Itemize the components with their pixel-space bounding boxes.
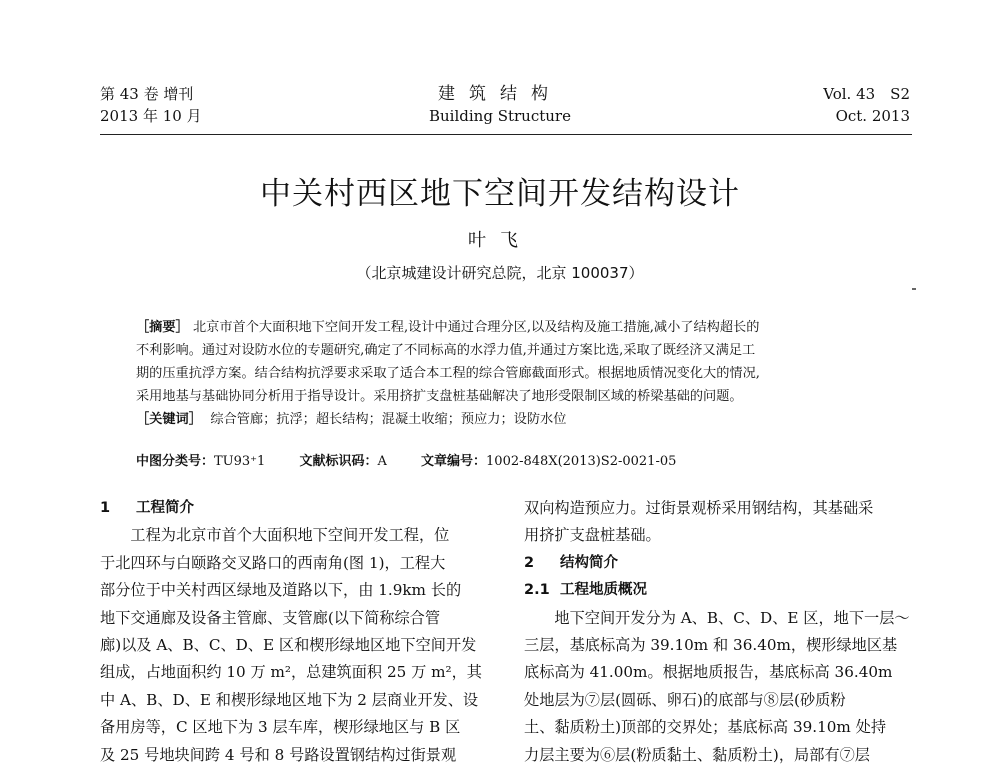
- section-2-heading: [524, 550, 912, 577]
- abstract-line: 采用地基与基础协同分析用于指导设计。采用挤扩支盘桩基础解决了地形受限制区域的桥梁基础的问题。: [136, 389, 743, 404]
- right-column: [524, 495, 912, 769]
- journal-date-en: Oct. 2013: [835, 107, 910, 125]
- journal-volume-info: [100, 83, 202, 127]
- keywords-label: ［关键词］: [136, 412, 202, 427]
- journal-volume-info-en: [823, 83, 910, 127]
- abstract: [136, 316, 876, 431]
- doc-code-label: 文献标识码：: [299, 454, 378, 469]
- journal-volume-en: Vol. 43 S2: [823, 85, 910, 103]
- section-number: 2: [524, 554, 535, 571]
- body-line: 地下交通廊及设备主管廊、支管廊(以下简称综合管: [100, 608, 441, 627]
- abstract-line: 不利影响。通过对设防水位的专题研究,确定了不同标高的水浮力值,并通过方案比选,采取了既经济又满足工: [136, 343, 756, 358]
- left-column: [100, 495, 488, 769]
- article-title: 中关村西区地下空间开发结构设计: [260, 176, 740, 212]
- journal-date: 2013 年 10 月: [100, 107, 202, 125]
- keywords-line: [136, 408, 876, 431]
- classification-line: [136, 450, 676, 469]
- abstract-label: ［摘要］: [136, 320, 189, 335]
- abstract-line: 期的压重抗浮方案。结合结构抗浮要求采取了适合本工程的综合管廊截面形式。根据地质情况变化大的情况,: [136, 366, 761, 381]
- article-number-value: 1002-848X(2013)S2-0021-05: [486, 454, 677, 469]
- body-line: 于北四环与白颐路交叉路口的西南角(图 1)，工程大: [100, 553, 446, 572]
- body-line: 土、黏质粉土)顶部的交界处；基底标高 39.10m 处持: [524, 718, 887, 737]
- article-number-label: 文章编号：: [421, 454, 487, 469]
- section-number: 2.1: [524, 582, 550, 599]
- body-line: 及 25 号地块间跨 4 号和 8 号路设置钢结构过街景观: [100, 745, 457, 764]
- section-1-heading: [100, 495, 488, 522]
- section-number: 1: [100, 500, 111, 516]
- section-2-1-heading: [524, 577, 912, 604]
- body-line: 底标高为 41.00m。根据地质报告，基底标高 36.40m: [524, 663, 893, 682]
- body-line: 组成，占地面积约 10 万 m²，总建筑面积 25 万 m²，其: [100, 663, 482, 682]
- header-rule: [100, 134, 912, 135]
- body-line: 用挤扩支盘桩基础。: [524, 526, 661, 545]
- section-title: 结构简介: [560, 554, 618, 571]
- scan-speck: [912, 288, 916, 290]
- keywords-text: 综合管廊；抗浮；超长结构；混凝土收缩；预应力；设防水位: [210, 412, 567, 427]
- journal-volume: 第 43 卷 增刊: [100, 85, 194, 103]
- body-line: 中 A、B、D、E 和楔形绿地区地下为 2 层商业开发、设: [100, 690, 479, 709]
- body-line: 备用房等，C 区地下为 3 层车库，楔形绿地区与 B 区: [100, 718, 461, 737]
- body-line: 廊)以及 A、B、C、D、E 区和楔形绿地区地下空间开发: [100, 636, 477, 655]
- doc-code-value: A: [377, 454, 387, 469]
- clc-value: TU93⁺1: [214, 454, 266, 469]
- section-title: 工程简介: [136, 500, 194, 516]
- body-line: 三层，基底标高为 39.10m 和 36.40m，楔形绿地区基: [524, 636, 898, 655]
- body-line: 地下空间开发分为 A、B、C、D、E 区，地下一层～: [524, 608, 910, 627]
- journal-name-cn: 建筑结构: [438, 84, 562, 104]
- body-line: 双向构造预应力。过街景观桥采用钢结构，其基础采: [524, 499, 874, 517]
- clc-label: 中图分类号：: [136, 454, 215, 469]
- journal-name-block: [380, 83, 620, 127]
- abstract-text: 北京市首个大面积地下空间开发工程,设计中通过合理分区,以及结构及施工措施,减小了结构超长的: [192, 320, 760, 335]
- section-title: 工程地质概况: [560, 582, 647, 599]
- journal-name-en: Building Structure: [429, 107, 571, 125]
- body-line: 力层主要为⑥层(粉质黏土、黏质粉土)，局部有⑦层: [524, 745, 870, 764]
- author-affiliation: （北京城建设计研究总院，北京 100037）: [356, 264, 644, 282]
- article-author: 叶飞: [468, 230, 532, 251]
- body-line: 工程为北京市首个大面积地下空间开发工程，位: [100, 526, 450, 545]
- body-line: 部分位于中关村西区绿地及道路以下，由 1.9km 长的: [100, 581, 462, 600]
- abstract-line: [136, 316, 876, 339]
- body-line: 处地层为⑦层(圆砾、卵石)的底部与⑧层(砂质粉: [524, 690, 846, 709]
